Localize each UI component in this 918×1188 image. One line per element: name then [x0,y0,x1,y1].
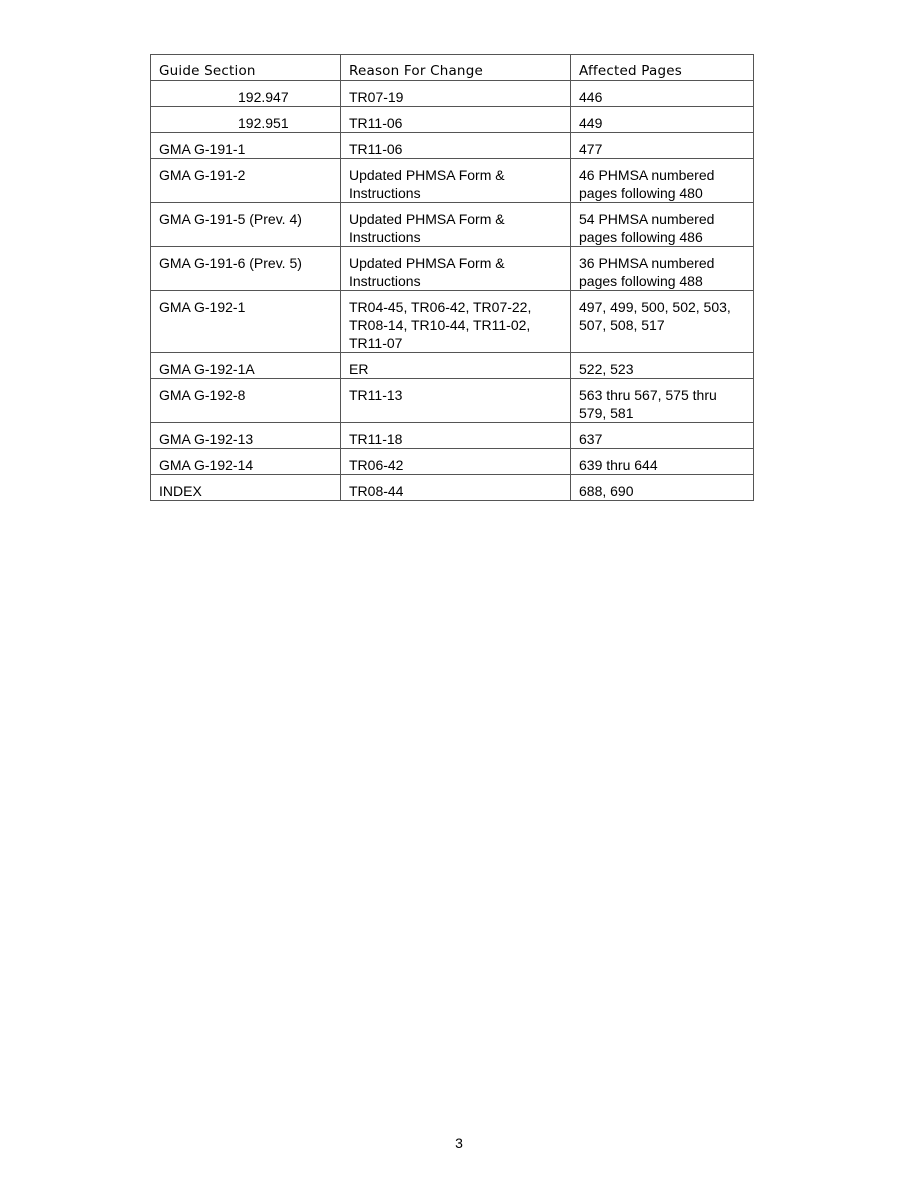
cell-affected-pages: 446 [571,81,754,107]
cell-reason-for-change: TR08-44 [341,475,571,501]
header-affected-pages: Affected Pages [571,55,754,81]
cell-reason-for-change: TR11-13 [341,379,571,423]
table-row [151,247,754,291]
cell-affected-pages: 449 [571,107,754,133]
table-row [151,475,754,501]
cell-reason-for-change: TR11-18 [341,423,571,449]
cell-affected-pages: 477 [571,133,754,159]
table-body [151,81,754,501]
header-reason-for-change: Reason For Change [341,55,571,81]
table-row [151,107,754,133]
cell-reason-for-change: TR06-42 [341,449,571,475]
table-row [151,291,754,353]
cell-guide-section: INDEX [151,475,341,501]
table-row [151,449,754,475]
cell-reason-for-change: Updated PHMSA Form & Instructions [341,203,571,247]
cell-guide-section: GMA G-192-1A [151,353,341,379]
cell-guide-section: GMA G-192-8 [151,379,341,423]
cell-guide-section: GMA G-192-13 [151,423,341,449]
cell-affected-pages: 36 PHMSA numbered pages following 488 [571,247,754,291]
cell-affected-pages: 497, 499, 500, 502, 503, 507, 508, 517 [571,291,754,353]
table-row [151,423,754,449]
table-row [151,353,754,379]
cell-reason-for-change: TR11-06 [341,107,571,133]
cell-affected-pages: 637 [571,423,754,449]
table-row [151,379,754,423]
table-row [151,159,754,203]
cell-reason-for-change: Updated PHMSA Form & Instructions [341,247,571,291]
cell-guide-section: GMA G-191-1 [151,133,341,159]
cell-guide-section: GMA G-191-2 [151,159,341,203]
cell-guide-section: 192.947 [151,81,341,107]
table-row [151,203,754,247]
cell-guide-section: 192.951 [151,107,341,133]
cell-guide-section: GMA G-191-5 (Prev. 4) [151,203,341,247]
cell-affected-pages: 563 thru 567, 575 thru 579, 581 [571,379,754,423]
cell-reason-for-change: TR11-06 [341,133,571,159]
cell-affected-pages: 522, 523 [571,353,754,379]
page-number: 3 [455,1135,463,1151]
table-header-row [151,55,754,81]
cell-reason-for-change: ER [341,353,571,379]
cell-reason-for-change: Updated PHMSA Form & Instructions [341,159,571,203]
change-summary-table [150,54,754,501]
cell-reason-for-change: TR04-45, TR06-42, TR07-22, TR08-14, TR10-44, TR11-02, TR11-07 [341,291,571,353]
cell-affected-pages: 688, 690 [571,475,754,501]
cell-guide-section: GMA G-192-14 [151,449,341,475]
table-header [151,55,754,81]
cell-reason-for-change: TR07-19 [341,81,571,107]
cell-affected-pages: 639 thru 644 [571,449,754,475]
table-row [151,133,754,159]
header-guide-section: Guide Section [151,55,341,81]
cell-affected-pages: 54 PHMSA numbered pages following 486 [571,203,754,247]
cell-guide-section: GMA G-192-1 [151,291,341,353]
cell-guide-section: GMA G-191-6 (Prev. 5) [151,247,341,291]
cell-affected-pages: 46 PHMSA numbered pages following 480 [571,159,754,203]
table-row [151,81,754,107]
